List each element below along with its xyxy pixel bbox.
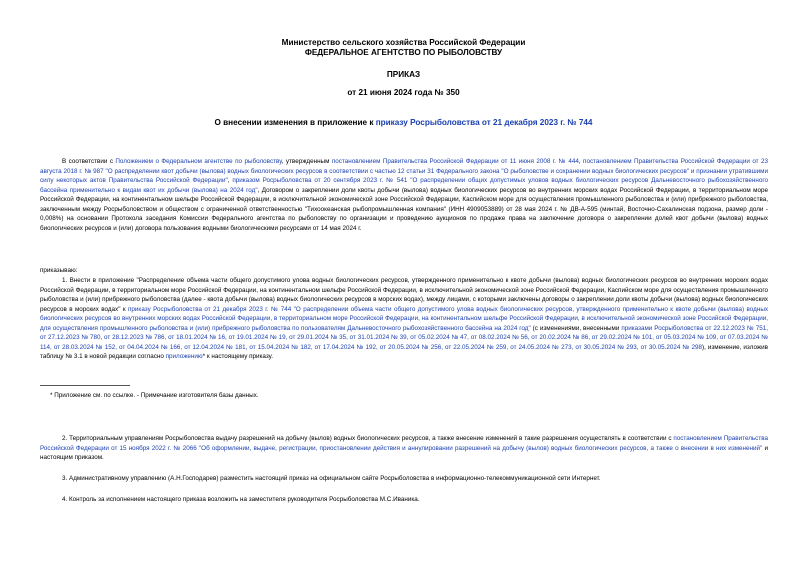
- preamble-text: ,: [578, 158, 584, 165]
- link-order-541[interactable]: приказом Росрыболовства от 20 сентября 2023 г. № 541 "О распределении общих допустимых уловов водных биологических ресурсов Дальневосточного рыбохозяйственного бассейна применительно к видам квот их добычи (вылова) на 2024 год": [40, 177, 769, 194]
- item-1-paragraph: [40, 276, 768, 362]
- preamble-paragraph: [40, 157, 768, 233]
- document-title: [0, 118, 807, 128]
- footnote: * Приложение см. по ссылке. - Примечание изготовителя базы данных.: [50, 392, 259, 399]
- item-4-paragraph: 4. Контроль за исполнением настоящего приказа возложить на заместителя руководителя Росрыболовства М.С.Иваника.: [62, 496, 420, 503]
- item-1-text: (с изменениями, внесенными: [530, 324, 622, 332]
- orders-word: приказываю:: [40, 267, 78, 274]
- preamble-text: , Договором о закреплении доли квоты добычи (вылова) водных биологических ресурсов во внутренних морских водах Российской Федерации, в территориальном море Российской Федерации, на континентальном шельфе Российской Федерации, в исключительной экономической зоне Российской Федерации, Каспийском море для осуществления промышленного рыболовства и (или) прибрежного рыболовства, заключенным между Росрыболовством и обществом с ограниченной ответственностью "Тихоокеанская рыбопромышленная компания" (ИНН 4909053889) от 28 мая 2024 г. № ДВ-А-595 (минтай, Восточно-Сахалинская подзона, размер доли - 0,008%) на основании Протокола заседания Комиссии Федерального агентства по рыболовству по организации и проведению аукционов по продаже права на заключение договора о закреплении долей квот добычи (вылова) водных биологических ресурсов и (или) договора пользования водными биологическими ресурсами от 14 мая 2024 г.: [40, 186, 768, 232]
- link-regulation[interactable]: Положением о Федеральном агентстве по рыболовству: [115, 158, 282, 165]
- document-type: ПРИКАЗ: [386, 70, 421, 79]
- preamble-text: , утвержденным: [281, 158, 332, 165]
- preamble-text: В соответствии с: [62, 158, 116, 165]
- item-2-paragraph: [40, 434, 768, 463]
- item-2-text: и настоящим приказом.: [40, 444, 768, 461]
- link-amending-orders[interactable]: приказами Росрыболовства от 22.12.2023 № 751, от 27.12.2023 № 780, от 28.12.2023 № 786, от 18.01.2024 № 16, от 19.01.2024 № 19, от 29.01.2024 № 35, от 31.01.2024 № 39, от 05.02.2024 № 47, от 08.02.2024 № 56, от 20.02.2024 № 86, от 29.02.2024 № 101, от 05.03.2024 № 109, от 07.03.2024 № 114, от 28.03.2024 № 152, от 04.04.2024 № 166, от 12.04.2024 № 181, от 15.04.2024 № 182, от 17.04.2024 № 192, от 20.05.2024 № 256, от 22.05.2024 № 259, от 24.05.2024 № 273, от 30.05.2024 № 293, от 30.05.2024 № 298: [40, 324, 768, 351]
- agency-name: ФЕДЕРАЛЬНОЕ АГЕНТСТВО ПО РЫБОЛОВСТВУ: [304, 48, 503, 57]
- item-1-text: * к настоящему приказу.: [202, 353, 273, 360]
- link-order-744[interactable]: приказу Росрыболовства от 21 декабря 2023 г. № 744 "О распределении объема части общего допустимого улова водных биологических ресурсов, утвержденного применительно к квоте добычи (вылова) водных биологических ресурсов во внутренних морских водах Российской Федерации, в территориальном море Российской Федерации, на континентальном шельфе Российской Федерации, в исключительной экономической зоне Российской Федерации, для осуществления промышленного рыболовства и (или) прибрежного рыболовства по пользователям Дальневосточного рыбохозяйственного бассейна на 2024 год": [40, 305, 768, 332]
- item-2-text: 2. Территориальным управлениям Росрыболовства выдачу разрешений на добычу (вылов) водных биологических ресурсов, а также внесение изменений в такие разрешения осуществлять в соответствии с: [62, 435, 674, 442]
- footnote-separator: [40, 385, 130, 386]
- document-date: от 21 июня 2024 года № 350: [347, 88, 460, 97]
- link-decree-444[interactable]: постановлением Правительства Российской Федерации от 11 июня 2008 г. № 444: [331, 158, 579, 165]
- link-appendix[interactable]: приложению: [165, 353, 203, 360]
- link-decree-2066[interactable]: постановлением Правительства Российской Федерации от 15 ноября 2022 г. № 2066 "Об оформлении, выдаче, регистрации, приостановлении действия и аннулировании разрешений на добычу (вылов) водных биологических ресурсов, а также о внесении в них изменений": [40, 435, 768, 452]
- item-1-text: 1. Внести в приложение "Распределение объема части общего допустимого улова водных биологических ресурсов, утвержденного применительно к квоте добычи (вылова) водных биологических ресурсов во внутренних морских водах Российской Федерации, в территориальном море Российской Федерации, на континентальном шельфе Российской Федерации, в исключительной экономической зоне Российской Федерации, Каспийском море для осуществления промышленного рыболовства и (или) прибрежного рыболовства (далее - квота добычи (вылова) водных биологических ресурсов в морских водах), между лицами, с которыми заключены договоры о закреплении доли квоты добычи (вылова) водных биологических ресурсов в морских водах" к: [40, 277, 768, 313]
- link-decree-987[interactable]: постановлением Правительства Российской Федерации от 23 августа 2018 г. № 987 "О распределении квот добычи (вылова) водных биологических ресурсов в соответствии с частью 12 статьи 31 Федерального закона "О рыболовстве и сохранении водных биологических ресурсов" и признании утратившими силу некоторых актов Правительства Российской Федерации": [40, 158, 769, 184]
- preamble-text: ,: [227, 177, 233, 184]
- ministry-name: Министерство сельского хозяйства Российской Федерации: [281, 38, 526, 47]
- item-1-text: ), изменение, изложив таблицу № 3.1 в новой редакции согласно: [40, 343, 768, 360]
- item-3-paragraph: 3. Административному управлению (А.Н.Господарев) разместить настоящий приказ на официальном сайте Росрыболовства в информационно-телекоммуникационной сети Интернет.: [62, 475, 601, 482]
- title-link[interactable]: приказу Росрыболовства от 21 декабря 2023 г. № 744: [375, 118, 593, 127]
- title-text: О внесении изменения в приложение к: [214, 118, 376, 127]
